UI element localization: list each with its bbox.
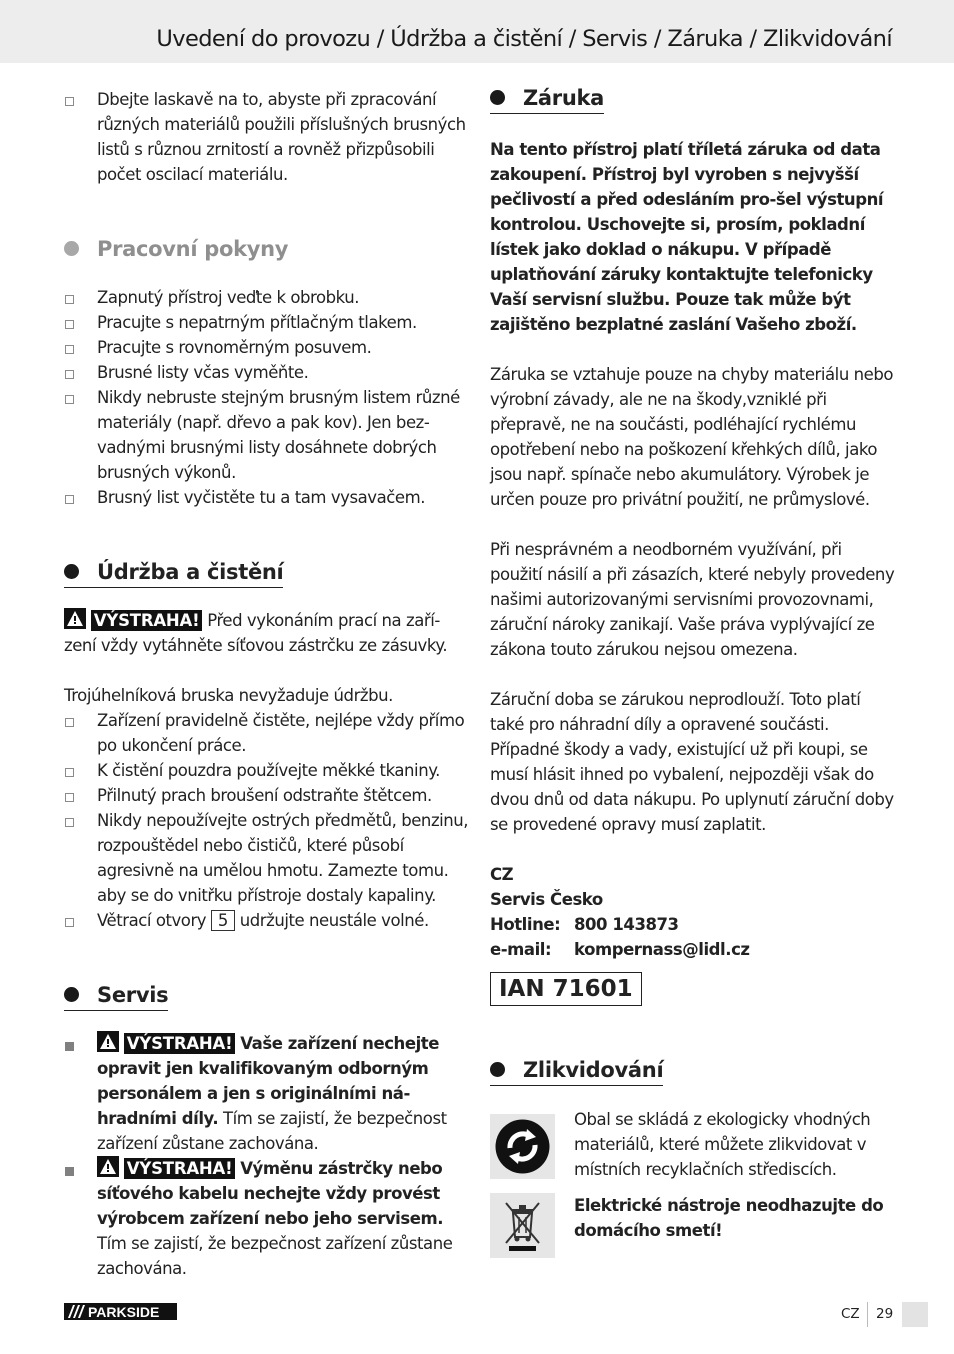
list-item: Větrací otvory 5 udržujte neustále volné. — [64, 908, 469, 933]
warranty-paragraph: Při nesprávném a neodborném využívání, při použití násilí a při zásazích, které nebyly provedeny našimi autorizovanými servisními provozovnami, záruční nároky zanikají. Vaše práva vyplývající ze zákona touto zárukou nejsou omezena. — [490, 540, 895, 659]
page-number: 29 — [876, 1306, 894, 1322]
ian-code-box: IAN 71601 — [490, 972, 642, 1006]
left-column — [64, 87, 469, 1281]
contact-email: e-mail: kompernass@lidl.cz — [490, 940, 750, 959]
recycle-row — [490, 1107, 895, 1193]
warning-triangle-icon — [97, 1156, 119, 1177]
page-title: Uvedení do provozu / Údržba a čistění / Servis / Záruka / Zlikvidování — [156, 26, 892, 52]
list-item: Pracujte s nepatrným přítlačným tlakem. — [64, 310, 469, 335]
list-item: Dbejte laskavě na to, abyste při zpracování různých materiálů použili příslušných brusných listů s různou zrnitostí a rovněž přizpůsobili počet oscilací materiálu. — [64, 87, 469, 187]
list-item: Brusné listy včas vyměňte. — [64, 360, 469, 385]
footer-divider — [867, 1302, 868, 1327]
warning-label: VÝSTRAHA! — [124, 1158, 236, 1179]
contact-service-name: Servis Česko — [490, 890, 603, 909]
work-list — [64, 285, 469, 510]
crossed-bin-icon — [490, 1193, 555, 1258]
maintenance-intro: Trojúhelníková bruska nevyžaduje údržbu. — [64, 686, 393, 705]
bullet-dot-icon — [64, 987, 79, 1002]
list-item: Přilnutý prach broušení odstraňte štětcem. — [64, 783, 469, 808]
section-heading-zaruka: Záruka — [490, 84, 604, 114]
list-item: Nikdy nepoužívejte ostrých předmětů, benzinu, rozpouštědel nebo čističů, které působí agresivně na umělou hmotu. Zamezte tomu. aby se do vnitřku přístroje dostaly kapaliny. — [64, 808, 469, 908]
warning-triangle-icon — [97, 1031, 119, 1052]
section-heading-servis: Servis — [64, 981, 168, 1011]
list-item: VÝSTRAHA! Vaše zařízení nechejte opravit jen kvalifikovaným odborným personálem a jen s originálními ná-hradními díly. Tím se zajistí, že bezpečnost zařízení zůstane zachována. — [64, 1031, 469, 1156]
warning-text: Před vykonáním prací na zaří-zení vždy vytáhněte síťovou zástrčku ze zásuvky. — [64, 611, 448, 655]
brand-name: PARKSIDE — [88, 1304, 160, 1320]
intro-list — [64, 87, 469, 187]
warning-triangle-icon — [64, 608, 86, 629]
list-item: Zařízení pravidelně čistěte, nejlépe vždy přímo po ukončení práce. — [64, 708, 469, 758]
bullet-dot-icon — [64, 564, 79, 579]
part-number-box: 5 — [211, 910, 235, 931]
warranty-bold-paragraph: Na tento přístroj platí tříletá záruka od data zakoupení. Přístroj byl vyroben s nejvyšší pečlivostí a před odesláním pro-šel výstupní kontrolou. Uschovejte si, prosím, pokladní lístek jako doklad o nákupu. V případě uplatňování záruky kontaktujte telefonicky Vaší servisní službu. Pouze tak může být zajištěno bezplatné zaslání Vašeho zboží. — [490, 140, 884, 334]
maintenance-list — [64, 708, 469, 933]
maintenance-warning — [64, 608, 469, 658]
list-item: VÝSTRAHA! Výměnu zástrčky nebo síťového kabelu nechejte vždy provést výrobcem zařízení nebo jeho servisem. Tím se zajistí, že bezpečnost zařízení zůstane zachována. — [64, 1156, 469, 1281]
list-item: Brusný list vyčistěte tu a tam vysavačem. — [64, 485, 469, 510]
recycle-icon — [490, 1114, 555, 1179]
warranty-paragraph: Záruční doba se zárukou neprodlouží. Toto platí také pro náhradní díly a opravené součásti. Případné škody a vady, existující už při koupi, se musí hlásit ihned po vybalení, nejpozději však do dvou dnů od data nákupu. Po uplynutí záruční doby se provedené opravy musí zaplatit. — [490, 690, 894, 834]
weee-row — [490, 1193, 895, 1263]
section-heading-disposal: Zlikvidování — [490, 1056, 663, 1086]
servis-list — [64, 1031, 469, 1281]
contact-hotline: Hotline: 800 143873 — [490, 915, 679, 934]
list-item: K čistění pouzdra používejte měkké tkaniny. — [64, 758, 469, 783]
warning-label: VÝSTRAHA! — [91, 610, 203, 631]
list-item: Nikdy nebruste stejným brusným listem různé materiály (např. dřevo a pak kov). Jen bez-vadnými brusnými listy dosáhnete dobrých brusných výkonů. — [64, 385, 469, 485]
section-heading-work: Pracovní pokyny — [64, 235, 288, 263]
recycle-text: Obal se skládá z ekologicky vhodných materiálů, které můžete zlikvidovat v místních recyklačních střediscích. — [574, 1110, 871, 1179]
contact-country: CZ — [490, 865, 514, 884]
list-item: Pracujte s rovnoměrným posuvem. — [64, 335, 469, 360]
weee-text: Elektrické nástroje neodhazujte do domácího smetí! — [574, 1196, 884, 1240]
list-item: Zapnutý přístroj veďte k obrobku. — [64, 285, 469, 310]
bullet-dot-icon — [490, 1062, 505, 1077]
warranty-paragraph: Záruka se vztahuje pouze na chyby materiálu nebo výrobní závady, ale ne na škody,vzniklé při přepravě, ne na součásti, podléhající rychlému opotřebení nebo na poškození křehkých dílů, jako jsou např. spínače nebo akumulátory. Výrobek je určen pouze pro privátní použití, ne průmyslové. — [490, 365, 893, 509]
parkside-logo — [64, 1303, 177, 1320]
service-contact — [490, 862, 895, 962]
footer-tab — [902, 1302, 928, 1327]
bullet-dot-icon — [490, 90, 505, 105]
bullet-dot-icon — [64, 241, 79, 256]
warning-label: VÝSTRAHA! — [124, 1033, 236, 1054]
right-column — [490, 84, 895, 1263]
page-header — [0, 0, 954, 63]
footer-language: CZ — [841, 1306, 860, 1322]
section-heading-maintenance: Údržba a čistění — [64, 558, 283, 588]
